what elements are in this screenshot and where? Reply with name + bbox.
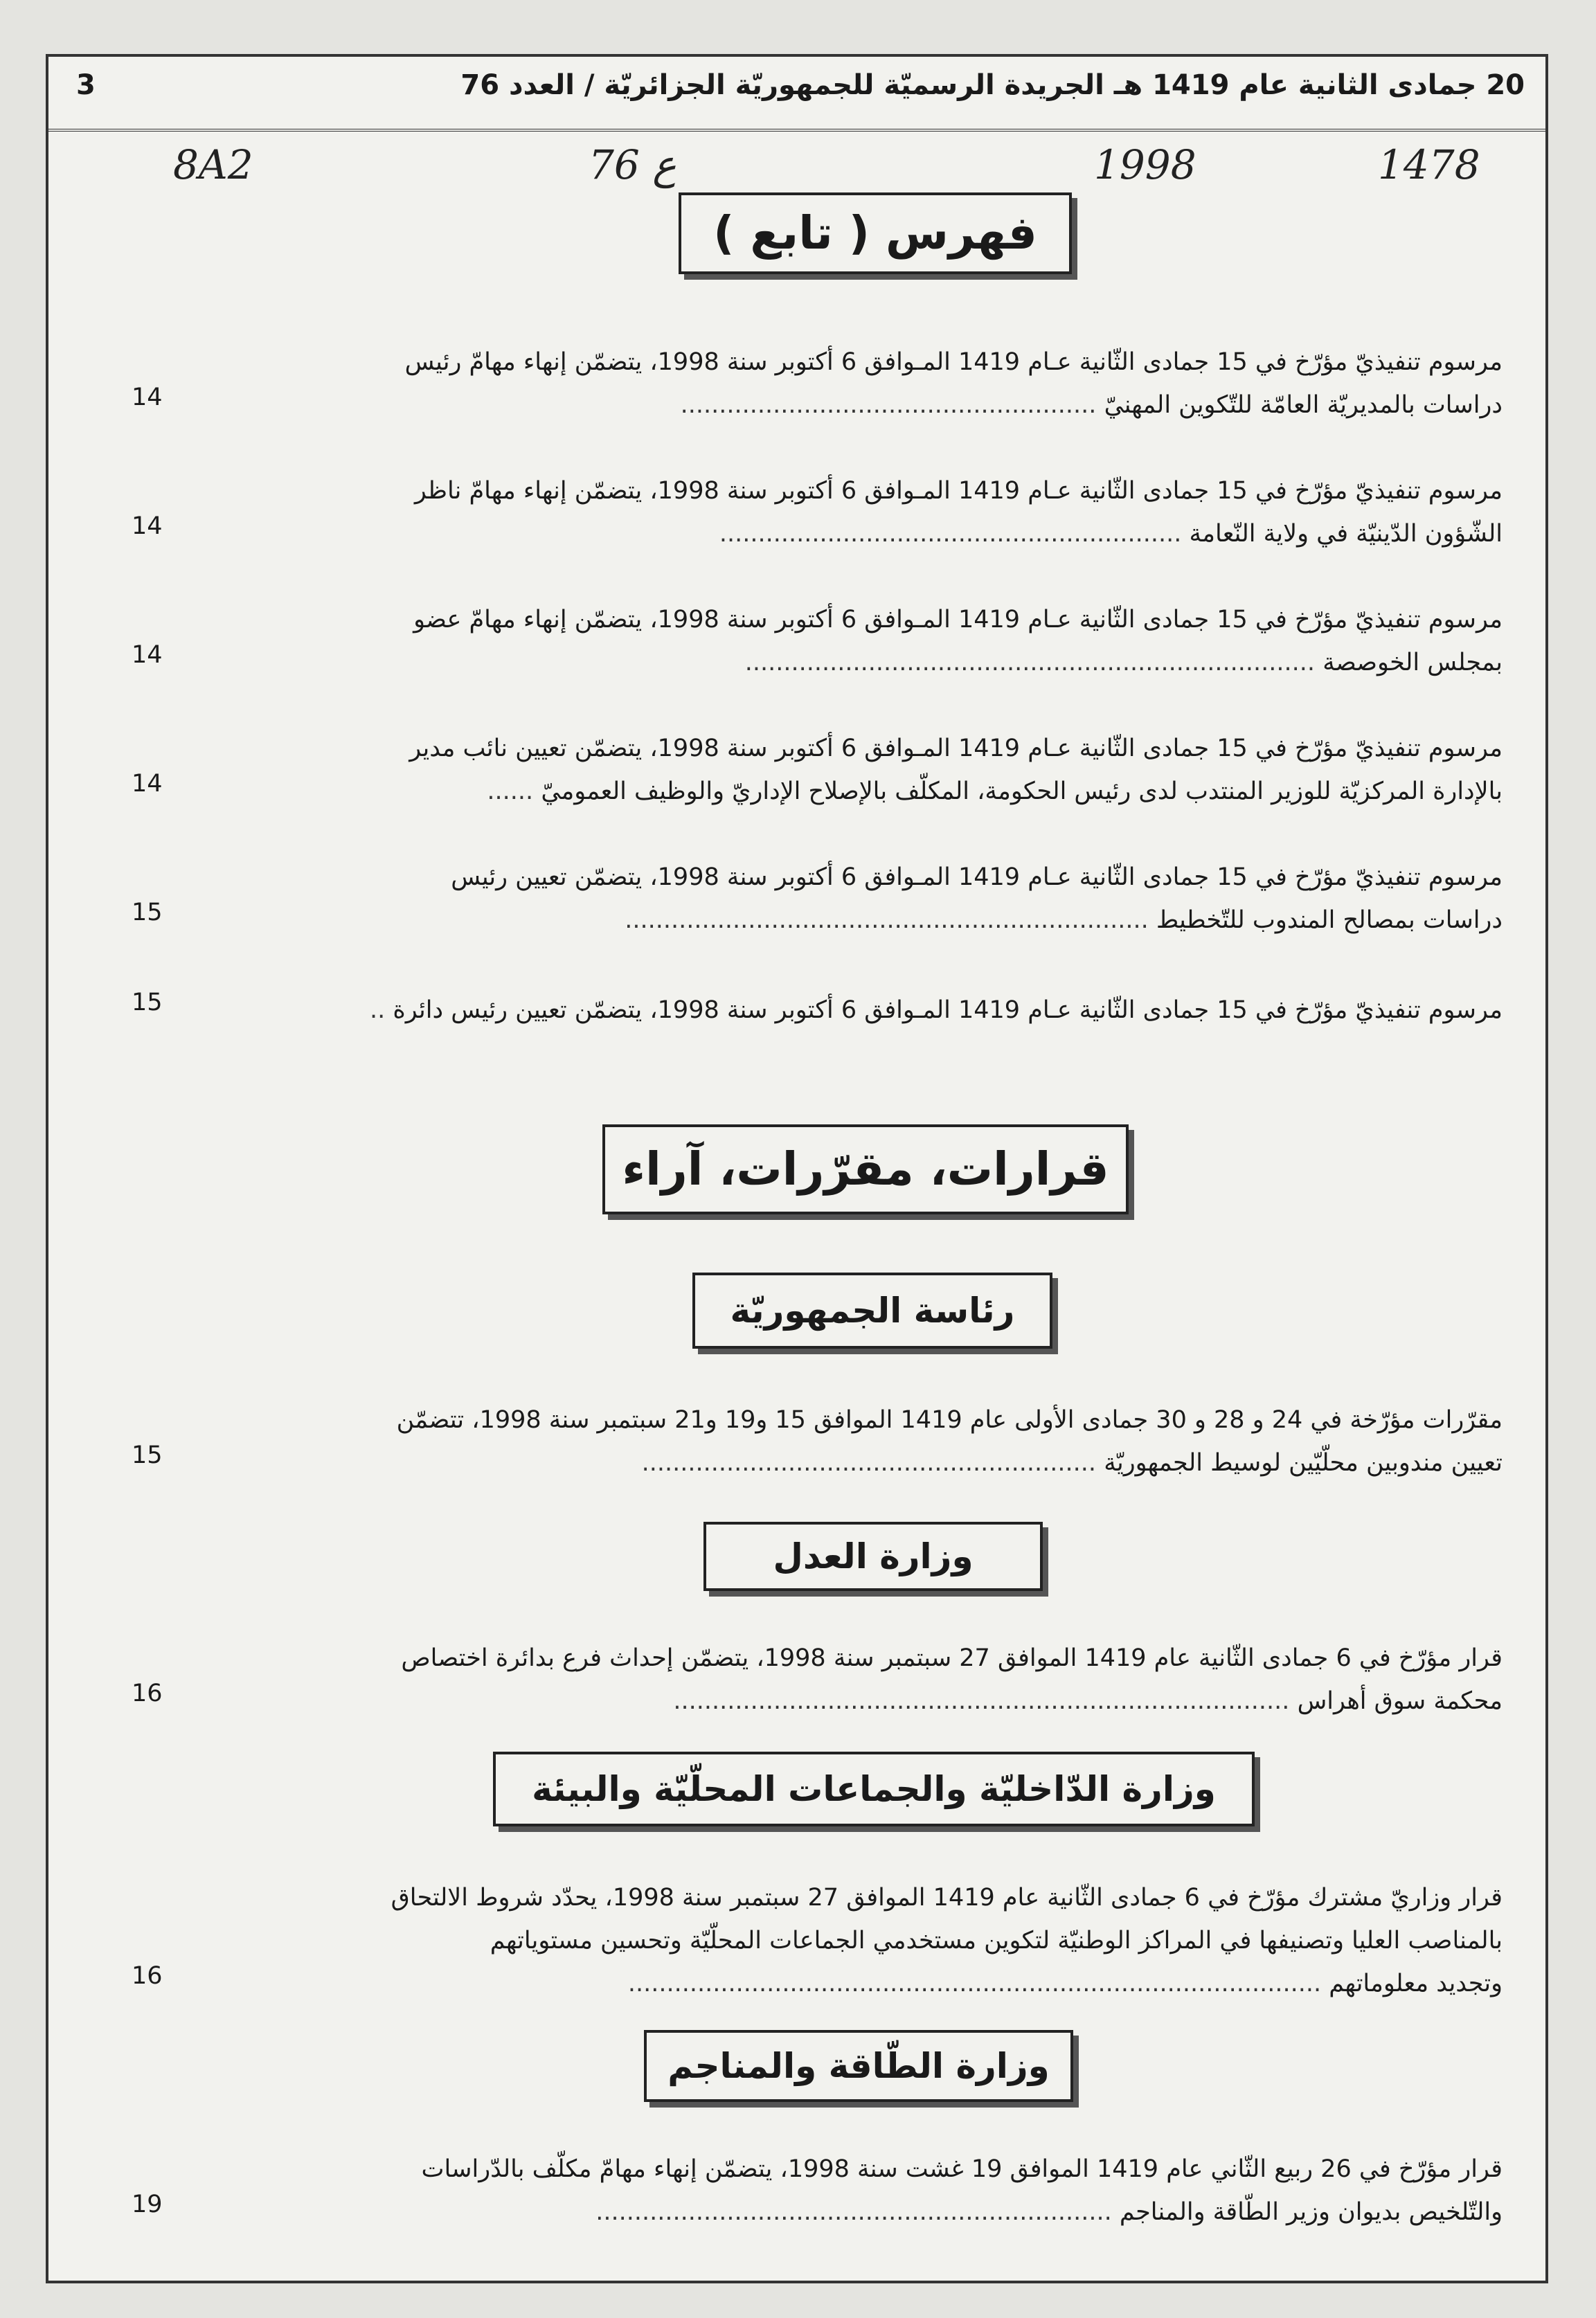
header-page-number: 3 [76,69,96,101]
page-header [48,57,1545,132]
entry-line: دراسات بمصالح المندوب للتّخطيط [1156,906,1503,934]
entry-page-number: 16 [132,1680,163,1707]
presidency-title: رئاسة الجمهوريّة [692,1273,1052,1349]
index-entry: مرسوم تنفيذيّ مؤرّخ في 15 جمادى الثّانية عـام 1419 المـوافق 6 أكتوبر سنة 1998، يتضمّن إنهاء مهامّ رئيس دراسات بالمديريّة العامّة للتّكوين المهنيّ ...................................................... [404,348,1503,419]
entry-page-number: 15 [132,989,163,1016]
entry-line: مرسوم تنفيذيّ مؤرّخ في 15 جمادى الثّانية عـام 1419 المـوافق 6 أكتوبر سنة 1998، يتضمّن تعيين رئيس دائرة [393,996,1503,1024]
entry-line: بالإدارة المركزيّة للوزير المنتدب لدى رئيس الحكومة، المكلّف بالإصلاح الإداريّ والوظيف العموميّ [541,778,1503,805]
interior-title: وزارة الدّاخليّة والجماعات المحلّيّة والبيئة [493,1752,1255,1826]
handwritten-note-right: 1478 [1378,141,1480,188]
index-entry: مرسوم تنفيذيّ مؤرّخ في 15 جمادى الثّانية عـام 1419 المـوافق 6 أكتوبر سنة 1998، يتضمّن تعيين رئيس دائرة .. [370,996,1503,1024]
entry-line: محكمة سوق أهراس [1297,1687,1503,1715]
entry-line: قرار مؤرّخ في 26 ربيع الثّاني عام 1419 الموافق 19 غشت سنة 1998، يتضمّن إنهاء مهامّ مكلّف بالدّراسات [421,2155,1503,2183]
entry-line: دراسات بالمديريّة العامّة للتّكوين المهنيّ [1104,391,1503,419]
index-entry: مرسوم تنفيذيّ مؤرّخ في 15 جمادى الثّانية عـام 1419 المـوافق 6 أكتوبر سنة 1998، يتضمّن تعيين نائب مدير بالإدارة المركزيّة للوزير المنتدب لدى رئيس الحكومة، المكلّف بالإصلاح الإداريّ والوظيف العموميّ ...... [409,735,1503,805]
entry-line: بمجلس الخوصصة [1322,649,1503,676]
justice-title: وزارة العدل [703,1522,1043,1591]
entry-line: مرسوم تنفيذيّ مؤرّخ في 15 جمادى الثّانية عـام 1419 المـوافق 6 أكتوبر سنة 1998، يتضمّن تعيين رئيس [451,863,1503,891]
index-entry: قرار مؤرّخ في 26 ربيع الثّاني عام 1419 الموافق 19 غشت سنة 1998، يتضمّن إنهاء مهامّ مكلّف بالدّراسات والتّلخيص بديوان وزير الطّاقة والمناجم ................................................................... [421,2155,1503,2226]
entry-line: مقرّرات مؤرّخة في 24 و 28 و 30 جمادى الأولى عام 1419 الموافق 15 و19 و21 سبتمبر سنة 1998، تتضمّن [396,1406,1503,1434]
entry-line: وتجديد معلوماتهم [1329,1970,1503,1997]
entry-page-number: 15 [132,1441,163,1469]
entry-line: بالمناصب العليا وتصنيفها في المراكز الوطنيّة لتكوين مستخدمي الجماعات المحلّيّة وتحسين مستوياتهم [490,1927,1503,1955]
entry-line: تعيين مندوبين محلّيّين لوسيط الجمهوريّة [1104,1449,1503,1477]
entry-line: مرسوم تنفيذيّ مؤرّخ في 15 جمادى الثّانية عـام 1419 المـوافق 6 أكتوبر سنة 1998، يتضمّن إنهاء مهامّ رئيس [404,348,1503,376]
entry-line: الشّؤون الدّينيّة في ولاية النّعامة [1189,520,1503,548]
index-entry: مرسوم تنفيذيّ مؤرّخ في 15 جمادى الثّانية عـام 1419 المـوافق 6 أكتوبر سنة 1998، يتضمّن إنهاء مهامّ عضو بمجلس الخوصصة .......................................................................... [413,606,1503,676]
entry-page-number: 14 [132,770,163,798]
gazette-page [46,54,1548,2283]
energy-title: وزارة الطّاقة والمناجم [644,2030,1073,2102]
header-title: 20 جمادى الثانية عام 1419 هـ الجريدة الرسميّة للجمهوريّة الجزائريّة / العدد 76 [460,69,1525,101]
index-entry: قرار مؤرّخ في 6 جمادى الثّانية عام 1419 الموافق 27 سبتمبر سنة 1998، يتضمّن إحداث فرع بدائرة اختصاص محكمة سوق أهراس ................................................................................ [401,1644,1503,1715]
handwritten-note-left: 8A2 [173,141,253,188]
entry-page-number: 15 [132,899,163,926]
index-entry: مرسوم تنفيذيّ مؤرّخ في 15 جمادى الثّانية عـام 1419 المـوافق 6 أكتوبر سنة 1998، يتضمّن تعيين رئيس دراسات بمصالح المندوب للتّخطيط .................................................................... [451,863,1503,934]
entry-page-number: 14 [132,512,163,540]
entry-page-number: 14 [132,384,163,411]
entry-page-number: 14 [132,641,163,669]
entry-line: مرسوم تنفيذيّ مؤرّخ في 15 جمادى الثّانية عـام 1419 المـوافق 6 أكتوبر سنة 1998، يتضمّن تعيين نائب مدير [409,735,1503,762]
index-entry: مقرّرات مؤرّخة في 24 و 28 و 30 جمادى الأولى عام 1419 الموافق 15 و19 و21 سبتمبر سنة 1998، تتضمّن تعيين مندوبين محلّيّين لوسيط الجمهوريّة ........................................................... [396,1406,1503,1477]
entry-line: مرسوم تنفيذيّ مؤرّخ في 15 جمادى الثّانية عـام 1419 المـوافق 6 أكتوبر سنة 1998، يتضمّن إنهاء مهامّ عضو [413,606,1503,634]
handwritten-year: 1998 [1094,141,1196,188]
entry-page-number: 16 [132,1962,163,1990]
section-decisions-title: قرارات، مقرّرات، آراء [602,1124,1129,1214]
entry-line: قرار وزاريّ مشترك مؤرّخ في 6 جمادى الثّانية عام 1419 الموافق 27 سبتمبر سنة 1998، يحدّد شروط الالتحاق [391,1884,1503,1912]
entry-line: مرسوم تنفيذيّ مؤرّخ في 15 جمادى الثّانية عـام 1419 المـوافق 6 أكتوبر سنة 1998، يتضمّن إنهاء مهامّ ناظر [414,477,1503,505]
index-title: فهرس ( تابع ) [679,192,1072,274]
index-entry: مرسوم تنفيذيّ مؤرّخ في 15 جمادى الثّانية عـام 1419 المـوافق 6 أكتوبر سنة 1998، يتضمّن إنهاء مهامّ ناظر الشّؤون الدّينيّة في ولاية النّعامة ............................................................ [414,477,1503,548]
entry-line: قرار مؤرّخ في 6 جمادى الثّانية عام 1419 الموافق 27 سبتمبر سنة 1998، يتضمّن إحداث فرع بدائرة اختصاص [401,1644,1503,1672]
handwritten-note-center: 76 ع [589,141,676,188]
entry-line: والتّلخيص بديوان وزير الطّاقة والمناجم [1119,2198,1503,2226]
index-entry: قرار وزاريّ مشترك مؤرّخ في 6 جمادى الثّانية عام 1419 الموافق 27 سبتمبر سنة 1998، يحدّد شروط الالتحاق بالمناصب العليا وتصنيفها في المراكز الوطنيّة لتكوين مستخدمي الجماعات المحلّيّة وتحسين مستوياتهم وتجديد معلوماتهم .......................................................................................... [173,1876,1503,2005]
entry-page-number: 19 [132,2191,163,2218]
